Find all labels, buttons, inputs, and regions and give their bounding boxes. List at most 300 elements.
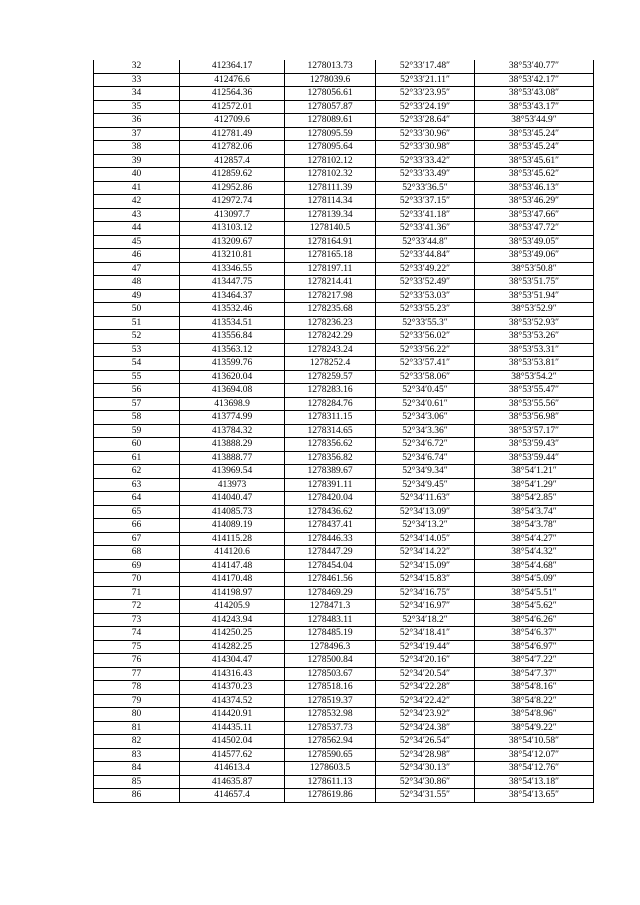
point-number-cell: 33 (94, 73, 180, 87)
x-coordinate-cell: 414147.48 (180, 559, 285, 573)
longitude-cell: 38°53′57.17″ (475, 424, 594, 438)
point-number-cell: 70 (94, 573, 180, 587)
latitude-cell: 52°33′30.98″ (376, 141, 475, 155)
x-coordinate-cell: 413209.67 (180, 235, 285, 249)
point-number-cell: 52 (94, 330, 180, 344)
x-coordinate-cell: 414205.9 (180, 600, 285, 614)
point-number-cell: 40 (94, 168, 180, 182)
longitude-cell: 38°54′5.09″ (475, 573, 594, 587)
longitude-cell: 38°54′1.21″ (475, 465, 594, 479)
latitude-cell: 52°33′41.18″ (376, 208, 475, 222)
x-coordinate-cell: 412782.06 (180, 141, 285, 155)
longitude-cell: 38°54′12.07″ (475, 748, 594, 762)
table-row (94, 384, 594, 398)
table-row (94, 600, 594, 614)
y-coordinate-cell: 1278611.13 (285, 775, 376, 789)
longitude-cell: 38°54′8.96″ (475, 708, 594, 722)
table-row (94, 573, 594, 587)
latitude-cell: 52°33′41.36″ (376, 222, 475, 236)
longitude-cell: 38°53′49.06″ (475, 249, 594, 263)
x-coordinate-cell: 413447.75 (180, 276, 285, 290)
point-number-cell: 41 (94, 181, 180, 195)
longitude-cell: 38°53′45.24″ (475, 127, 594, 141)
y-coordinate-cell: 1278284.76 (285, 397, 376, 411)
x-coordinate-cell: 414370.23 (180, 681, 285, 695)
longitude-cell: 38°54′7.37″ (475, 667, 594, 681)
latitude-cell: 52°34′9.34″ (376, 465, 475, 479)
longitude-cell: 38°54′13.18″ (475, 775, 594, 789)
point-number-cell: 60 (94, 438, 180, 452)
point-number-cell: 79 (94, 694, 180, 708)
longitude-cell: 38°53′56.98″ (475, 411, 594, 425)
y-coordinate-cell: 1278236.23 (285, 316, 376, 330)
x-coordinate-cell: 414115.28 (180, 532, 285, 546)
y-coordinate-cell: 1278139.34 (285, 208, 376, 222)
point-number-cell: 82 (94, 735, 180, 749)
table-row (94, 505, 594, 519)
latitude-cell: 52°34′6.72″ (376, 438, 475, 452)
x-coordinate-cell: 413973 (180, 478, 285, 492)
latitude-cell: 52°34′15.83″ (376, 573, 475, 587)
point-number-cell: 62 (94, 465, 180, 479)
longitude-cell: 38°54′2.85″ (475, 492, 594, 506)
longitude-cell: 38°53′47.66″ (475, 208, 594, 222)
x-coordinate-cell: 413346.55 (180, 262, 285, 276)
y-coordinate-cell: 1278518.16 (285, 681, 376, 695)
longitude-cell: 38°53′47.72″ (475, 222, 594, 236)
point-number-cell: 37 (94, 127, 180, 141)
latitude-cell: 52°34′15.09″ (376, 559, 475, 573)
latitude-cell: 52°34′20.16″ (376, 654, 475, 668)
x-coordinate-cell: 413784.32 (180, 424, 285, 438)
point-number-cell: 51 (94, 316, 180, 330)
point-number-cell: 78 (94, 681, 180, 695)
point-number-cell: 69 (94, 559, 180, 573)
table-row (94, 249, 594, 263)
longitude-cell: 38°53′45.61″ (475, 154, 594, 168)
latitude-cell: 52°33′44.8″ (376, 235, 475, 249)
longitude-cell: 38°53′54.2″ (475, 370, 594, 384)
x-coordinate-cell: 412972.74 (180, 195, 285, 209)
x-coordinate-cell: 413620.04 (180, 370, 285, 384)
x-coordinate-cell: 414577.62 (180, 748, 285, 762)
table-row (94, 289, 594, 303)
point-number-cell: 85 (94, 775, 180, 789)
y-coordinate-cell: 1278485.19 (285, 627, 376, 641)
y-coordinate-cell: 1278252.4 (285, 357, 376, 371)
table-row (94, 640, 594, 654)
table-row (94, 438, 594, 452)
longitude-cell: 38°54′6.97″ (475, 640, 594, 654)
y-coordinate-cell: 1278311.15 (285, 411, 376, 425)
x-coordinate-cell: 414120.6 (180, 546, 285, 560)
x-coordinate-cell: 414243.94 (180, 613, 285, 627)
point-number-cell: 74 (94, 627, 180, 641)
x-coordinate-cell: 413563.12 (180, 343, 285, 357)
longitude-cell: 38°54′6.26″ (475, 613, 594, 627)
table-row (94, 154, 594, 168)
table-row (94, 654, 594, 668)
y-coordinate-cell: 1278039.6 (285, 73, 376, 87)
y-coordinate-cell: 1278391.11 (285, 478, 376, 492)
table-row (94, 370, 594, 384)
y-coordinate-cell: 1278283.16 (285, 384, 376, 398)
point-number-cell: 84 (94, 762, 180, 776)
latitude-cell: 52°33′58.06″ (376, 370, 475, 384)
point-number-cell: 61 (94, 451, 180, 465)
point-number-cell: 42 (94, 195, 180, 209)
table-row (94, 519, 594, 533)
y-coordinate-cell: 1278420.04 (285, 492, 376, 506)
y-coordinate-cell: 1278114.34 (285, 195, 376, 209)
table-row (94, 357, 594, 371)
point-number-cell: 44 (94, 222, 180, 236)
x-coordinate-cell: 412709.6 (180, 114, 285, 128)
x-coordinate-cell: 413599.76 (180, 357, 285, 371)
table-row (94, 627, 594, 641)
latitude-cell: 52°34′14.22″ (376, 546, 475, 560)
y-coordinate-cell: 1278619.86 (285, 789, 376, 803)
latitude-cell: 52°33′56.22″ (376, 343, 475, 357)
y-coordinate-cell: 1278562.94 (285, 735, 376, 749)
x-coordinate-cell: 414304.47 (180, 654, 285, 668)
latitude-cell: 52°34′0.45″ (376, 384, 475, 398)
longitude-cell: 38°54′3.74″ (475, 505, 594, 519)
y-coordinate-cell: 1278496.3 (285, 640, 376, 654)
table-row (94, 775, 594, 789)
longitude-cell: 38°53′59.44″ (475, 451, 594, 465)
latitude-cell: 52°33′21.11″ (376, 73, 475, 87)
x-coordinate-cell: 414170.48 (180, 573, 285, 587)
table-row (94, 559, 594, 573)
point-number-cell: 56 (94, 384, 180, 398)
x-coordinate-cell: 413888.29 (180, 438, 285, 452)
y-coordinate-cell: 1278243.24 (285, 343, 376, 357)
point-number-cell: 48 (94, 276, 180, 290)
point-number-cell: 36 (94, 114, 180, 128)
latitude-cell: 52°34′31.55″ (376, 789, 475, 803)
point-number-cell: 50 (94, 303, 180, 317)
y-coordinate-cell: 1278095.59 (285, 127, 376, 141)
table-row (94, 276, 594, 290)
latitude-cell: 52°34′18.41″ (376, 627, 475, 641)
latitude-cell: 52°34′28.98″ (376, 748, 475, 762)
y-coordinate-cell: 1278214.41 (285, 276, 376, 290)
latitude-cell: 52°34′3.06″ (376, 411, 475, 425)
longitude-cell: 38°54′1.29″ (475, 478, 594, 492)
table-row (94, 208, 594, 222)
longitude-cell: 38°53′45.62″ (475, 168, 594, 182)
point-number-cell: 73 (94, 613, 180, 627)
x-coordinate-cell: 414040.47 (180, 492, 285, 506)
latitude-cell: 52°34′23.92″ (376, 708, 475, 722)
point-number-cell: 75 (94, 640, 180, 654)
point-number-cell: 38 (94, 141, 180, 155)
latitude-cell: 52°34′16.75″ (376, 586, 475, 600)
point-number-cell: 71 (94, 586, 180, 600)
latitude-cell: 52°33′24.19″ (376, 100, 475, 114)
point-number-cell: 63 (94, 478, 180, 492)
point-number-cell: 77 (94, 667, 180, 681)
table-row (94, 222, 594, 236)
latitude-cell: 52°34′16.97″ (376, 600, 475, 614)
longitude-cell: 38°54′4.32″ (475, 546, 594, 560)
latitude-cell: 52°33′28.64″ (376, 114, 475, 128)
longitude-cell: 38°53′40.77″ (475, 60, 594, 73)
table-row (94, 100, 594, 114)
latitude-cell: 52°33′53.03″ (376, 289, 475, 303)
point-number-cell: 58 (94, 411, 180, 425)
y-coordinate-cell: 1278446.33 (285, 532, 376, 546)
longitude-cell: 38°53′51.94″ (475, 289, 594, 303)
table-row (94, 127, 594, 141)
point-number-cell: 43 (94, 208, 180, 222)
latitude-cell: 52°33′17.48″ (376, 60, 475, 73)
point-number-cell: 57 (94, 397, 180, 411)
longitude-cell: 38°54′8.16″ (475, 681, 594, 695)
longitude-cell: 38°53′53.81″ (475, 357, 594, 371)
latitude-cell: 52°33′30.96″ (376, 127, 475, 141)
table-row (94, 708, 594, 722)
longitude-cell: 38°53′52.9″ (475, 303, 594, 317)
y-coordinate-cell: 1278102.12 (285, 154, 376, 168)
point-number-cell: 66 (94, 519, 180, 533)
x-coordinate-cell: 414198.97 (180, 586, 285, 600)
longitude-cell: 38°54′7.22″ (475, 654, 594, 668)
longitude-cell: 38°54′8.22″ (475, 694, 594, 708)
y-coordinate-cell: 1278102.32 (285, 168, 376, 182)
latitude-cell: 52°33′36.5″ (376, 181, 475, 195)
y-coordinate-cell: 1278242.29 (285, 330, 376, 344)
latitude-cell: 52°34′22.28″ (376, 681, 475, 695)
table-row (94, 465, 594, 479)
table-row (94, 762, 594, 776)
latitude-cell: 52°34′0.61″ (376, 397, 475, 411)
latitude-cell: 52°34′9.45″ (376, 478, 475, 492)
y-coordinate-cell: 1278437.41 (285, 519, 376, 533)
x-coordinate-cell: 413888.77 (180, 451, 285, 465)
table-row (94, 735, 594, 749)
y-coordinate-cell: 1278389.67 (285, 465, 376, 479)
y-coordinate-cell: 1278165.18 (285, 249, 376, 263)
x-coordinate-cell: 412476.6 (180, 73, 285, 87)
x-coordinate-cell: 414657.4 (180, 789, 285, 803)
longitude-cell: 38°54′10.58″ (475, 735, 594, 749)
latitude-cell: 52°34′30.86″ (376, 775, 475, 789)
y-coordinate-cell: 1278471.3 (285, 600, 376, 614)
point-number-cell: 45 (94, 235, 180, 249)
y-coordinate-cell: 1278259.57 (285, 370, 376, 384)
table-row (94, 667, 594, 681)
table-row (94, 411, 594, 425)
y-coordinate-cell: 1278314.65 (285, 424, 376, 438)
longitude-cell: 38°54′4.27″ (475, 532, 594, 546)
x-coordinate-cell: 414250.25 (180, 627, 285, 641)
table-row (94, 303, 594, 317)
y-coordinate-cell: 1278469.29 (285, 586, 376, 600)
y-coordinate-cell: 1278537.73 (285, 721, 376, 735)
x-coordinate-cell: 413103.12 (180, 222, 285, 236)
y-coordinate-cell: 1278013.73 (285, 60, 376, 73)
latitude-cell: 52°34′13.2″ (376, 519, 475, 533)
latitude-cell: 52°34′3.36″ (376, 424, 475, 438)
longitude-cell: 38°54′4.68″ (475, 559, 594, 573)
table-row (94, 195, 594, 209)
latitude-cell: 52°33′23.95″ (376, 87, 475, 101)
table-row (94, 694, 594, 708)
table-row (94, 141, 594, 155)
table-row (94, 721, 594, 735)
y-coordinate-cell: 1278197.11 (285, 262, 376, 276)
longitude-cell: 38°54′5.51″ (475, 586, 594, 600)
point-number-cell: 65 (94, 505, 180, 519)
longitude-cell: 38°54′5.62″ (475, 600, 594, 614)
x-coordinate-cell: 412952.86 (180, 181, 285, 195)
longitude-cell: 38°53′44.9″ (475, 114, 594, 128)
coordinates-table-body (94, 60, 594, 802)
x-coordinate-cell: 414316.43 (180, 667, 285, 681)
point-number-cell: 67 (94, 532, 180, 546)
x-coordinate-cell: 413097.7 (180, 208, 285, 222)
x-coordinate-cell: 413534.51 (180, 316, 285, 330)
latitude-cell: 52°33′55.3″ (376, 316, 475, 330)
x-coordinate-cell: 414282.25 (180, 640, 285, 654)
latitude-cell: 52°33′49.22″ (376, 262, 475, 276)
x-coordinate-cell: 414085.73 (180, 505, 285, 519)
x-coordinate-cell: 413694.08 (180, 384, 285, 398)
y-coordinate-cell: 1278089.61 (285, 114, 376, 128)
point-number-cell: 81 (94, 721, 180, 735)
point-number-cell: 68 (94, 546, 180, 560)
y-coordinate-cell: 1278461.56 (285, 573, 376, 587)
longitude-cell: 38°53′45.24″ (475, 141, 594, 155)
table-row (94, 235, 594, 249)
table-row (94, 789, 594, 803)
latitude-cell: 52°33′37.15″ (376, 195, 475, 209)
y-coordinate-cell: 1278454.04 (285, 559, 376, 573)
x-coordinate-cell: 412364.17 (180, 60, 285, 73)
latitude-cell: 52°33′55.23″ (376, 303, 475, 317)
x-coordinate-cell: 413556.84 (180, 330, 285, 344)
latitude-cell: 52°34′14.05″ (376, 532, 475, 546)
latitude-cell: 52°34′24.38″ (376, 721, 475, 735)
x-coordinate-cell: 414435.11 (180, 721, 285, 735)
point-number-cell: 47 (94, 262, 180, 276)
x-coordinate-cell: 414089.19 (180, 519, 285, 533)
table-row (94, 424, 594, 438)
longitude-cell: 38°53′46.29″ (475, 195, 594, 209)
longitude-cell: 38°53′53.26″ (475, 330, 594, 344)
table-row (94, 181, 594, 195)
y-coordinate-cell: 1278235.68 (285, 303, 376, 317)
table-row (94, 87, 594, 101)
longitude-cell: 38°53′55.47″ (475, 384, 594, 398)
point-number-cell: 59 (94, 424, 180, 438)
point-number-cell: 39 (94, 154, 180, 168)
table-row (94, 397, 594, 411)
table-row (94, 546, 594, 560)
latitude-cell: 52°33′52.49″ (376, 276, 475, 290)
point-number-cell: 86 (94, 789, 180, 803)
table-row (94, 262, 594, 276)
point-number-cell: 32 (94, 60, 180, 73)
y-coordinate-cell: 1278111.39 (285, 181, 376, 195)
longitude-cell: 38°54′13.65″ (475, 789, 594, 803)
longitude-cell: 38°53′55.56″ (475, 397, 594, 411)
longitude-cell: 38°53′43.08″ (475, 87, 594, 101)
y-coordinate-cell: 1278356.62 (285, 438, 376, 452)
point-number-cell: 80 (94, 708, 180, 722)
y-coordinate-cell: 1278447.29 (285, 546, 376, 560)
x-coordinate-cell: 412781.49 (180, 127, 285, 141)
longitude-cell: 38°53′50.8″ (475, 262, 594, 276)
latitude-cell: 52°33′57.41″ (376, 357, 475, 371)
table-row (94, 748, 594, 762)
table-row (94, 316, 594, 330)
latitude-cell: 52°33′56.02″ (376, 330, 475, 344)
coordinates-table (93, 60, 594, 803)
longitude-cell: 38°53′59.43″ (475, 438, 594, 452)
point-number-cell: 64 (94, 492, 180, 506)
y-coordinate-cell: 1278164.91 (285, 235, 376, 249)
longitude-cell: 38°53′46.13″ (475, 181, 594, 195)
point-number-cell: 34 (94, 87, 180, 101)
table-row (94, 613, 594, 627)
y-coordinate-cell: 1278436.62 (285, 505, 376, 519)
y-coordinate-cell: 1278500.84 (285, 654, 376, 668)
x-coordinate-cell: 413774.99 (180, 411, 285, 425)
table-row (94, 532, 594, 546)
x-coordinate-cell: 414420.91 (180, 708, 285, 722)
table-row (94, 451, 594, 465)
longitude-cell: 38°54′12.76″ (475, 762, 594, 776)
x-coordinate-cell: 414502.04 (180, 735, 285, 749)
point-number-cell: 49 (94, 289, 180, 303)
longitude-cell: 38°53′43.17″ (475, 100, 594, 114)
y-coordinate-cell: 1278095.64 (285, 141, 376, 155)
table-row (94, 478, 594, 492)
y-coordinate-cell: 1278519.37 (285, 694, 376, 708)
latitude-cell: 52°34′22.42″ (376, 694, 475, 708)
latitude-cell: 52°34′26.54″ (376, 735, 475, 749)
point-number-cell: 54 (94, 357, 180, 371)
longitude-cell: 38°54′6.37″ (475, 627, 594, 641)
longitude-cell: 38°53′42.17″ (475, 73, 594, 87)
table-row (94, 681, 594, 695)
latitude-cell: 52°34′30.13″ (376, 762, 475, 776)
y-coordinate-cell: 1278503.67 (285, 667, 376, 681)
y-coordinate-cell: 1278603.5 (285, 762, 376, 776)
point-number-cell: 46 (94, 249, 180, 263)
x-coordinate-cell: 414613.4 (180, 762, 285, 776)
latitude-cell: 52°34′19.44″ (376, 640, 475, 654)
longitude-cell: 38°53′51.75″ (475, 276, 594, 290)
table-row (94, 492, 594, 506)
longitude-cell: 38°53′52.93″ (475, 316, 594, 330)
x-coordinate-cell: 412564.36 (180, 87, 285, 101)
x-coordinate-cell: 413464.37 (180, 289, 285, 303)
table-row (94, 114, 594, 128)
latitude-cell: 52°33′33.42″ (376, 154, 475, 168)
latitude-cell: 52°34′20.54″ (376, 667, 475, 681)
table-row (94, 168, 594, 182)
y-coordinate-cell: 1278590.65 (285, 748, 376, 762)
x-coordinate-cell: 412572.01 (180, 100, 285, 114)
y-coordinate-cell: 1278532.98 (285, 708, 376, 722)
x-coordinate-cell: 413210.81 (180, 249, 285, 263)
table-row (94, 60, 594, 73)
latitude-cell: 52°34′6.74″ (376, 451, 475, 465)
